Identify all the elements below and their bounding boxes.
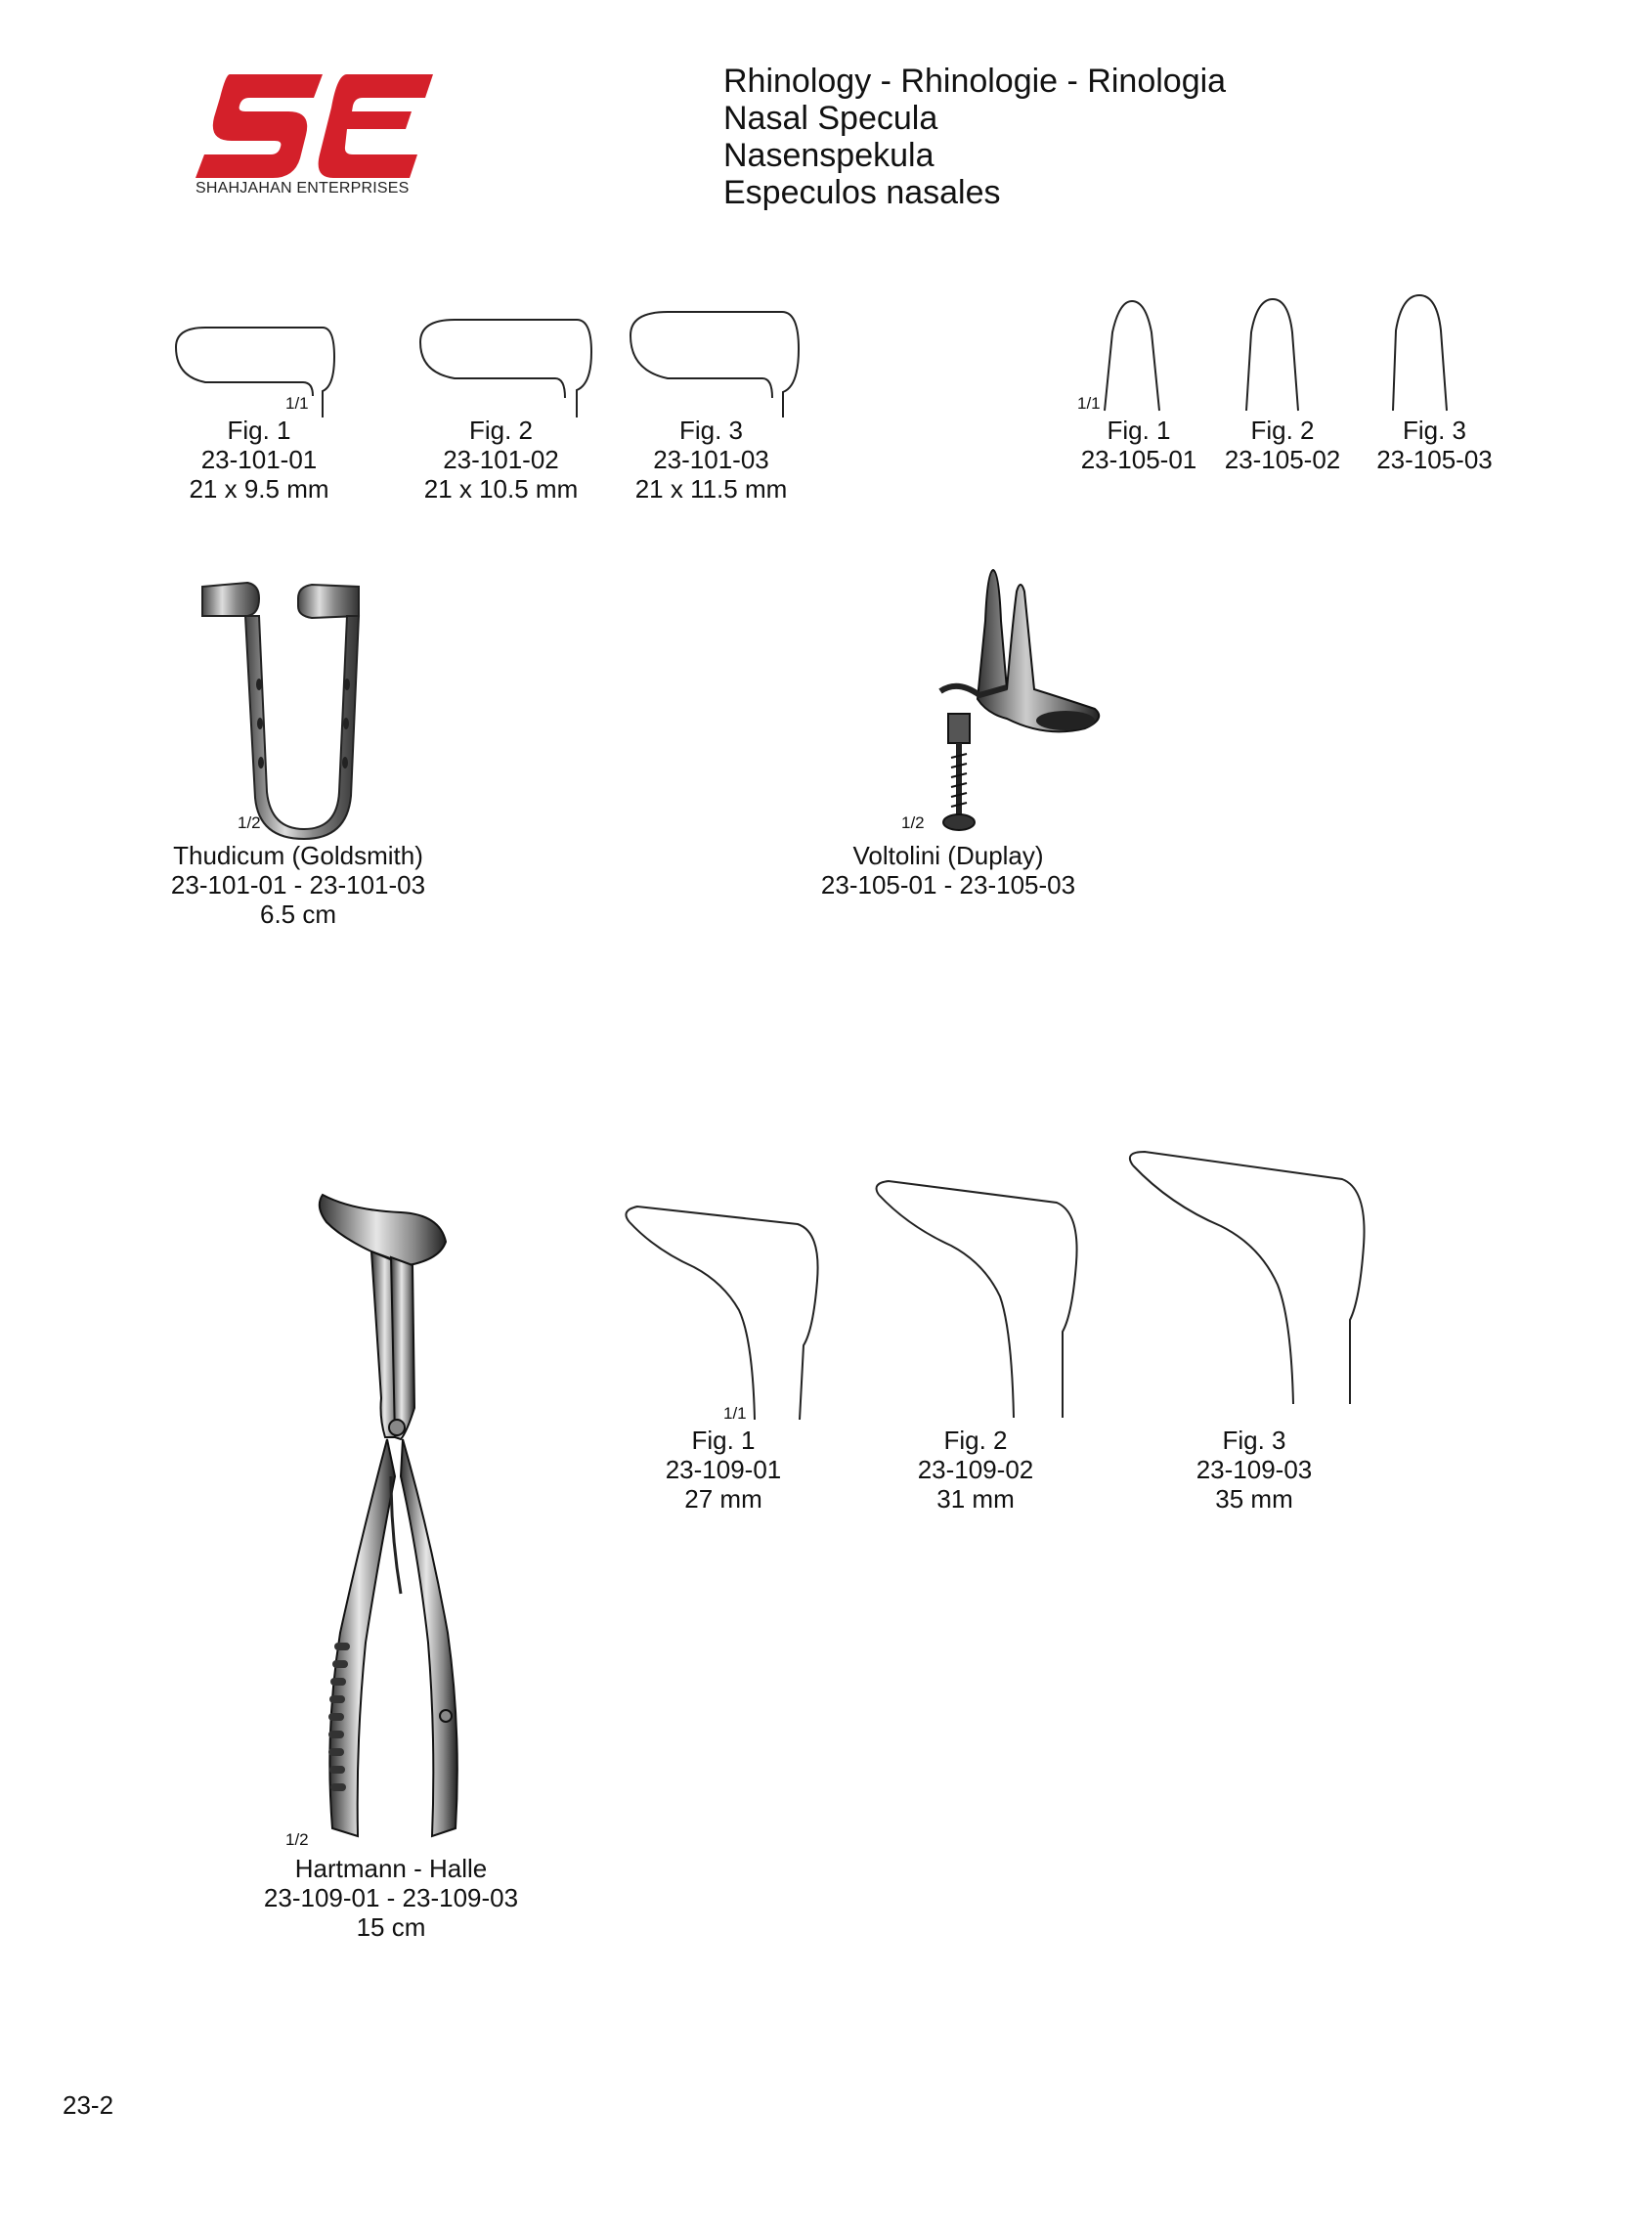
product-code: 23-109-02 <box>917 1455 1034 1484</box>
product-code-range: 23-109-01 - 23-109-03 <box>263 1883 519 1912</box>
scale-label: 1/2 <box>901 813 925 832</box>
fig-label: Fig. 2 <box>943 1426 1008 1455</box>
fig-label: Fig. 1 <box>227 416 291 445</box>
tip-caption <box>1070 416 1207 474</box>
tip-size: 21 x 9.5 mm <box>189 474 329 504</box>
tip-size: 35 mm <box>1215 1484 1293 1514</box>
tip-size: 21 x 11.5 mm <box>634 474 788 504</box>
instrument-caption <box>147 841 450 929</box>
tip-size: 21 x 10.5 mm <box>423 474 579 504</box>
product-code: 23-109-01 <box>665 1455 782 1484</box>
page-number: 23-2 <box>63 2090 114 2120</box>
product-code-range: 23-105-01 - 23-105-03 <box>820 870 1076 900</box>
tip-caption <box>411 416 591 504</box>
scale-label: 1/1 <box>723 1404 747 1423</box>
fig-label: Fig. 1 <box>691 1426 756 1455</box>
product-code: 23-101-01 <box>200 445 318 474</box>
scale-label: 1/1 <box>285 394 309 413</box>
product-code: 23-109-03 <box>1196 1455 1313 1484</box>
hartmann-tip-fig3 <box>1130 1152 1365 1404</box>
scale-label: 1/2 <box>285 1830 309 1849</box>
instrument-caption <box>802 841 1095 900</box>
voltolini-tip-fig2 <box>1246 299 1298 411</box>
page-title <box>723 63 1226 211</box>
tip-caption <box>645 1426 802 1514</box>
instrument-name: Voltolini (Duplay) <box>852 841 1044 870</box>
voltolini-tip-outlines <box>1095 293 1486 416</box>
thudicum-speculum-icon <box>191 577 386 841</box>
title-line: Nasenspekula <box>723 137 935 174</box>
instrument-size: 15 cm <box>356 1912 426 1942</box>
title-line: Especulos nasales <box>723 174 1001 211</box>
tip-caption <box>1176 1426 1332 1514</box>
fig-label: Fig. 2 <box>468 416 534 445</box>
title-line: Nasal Specula <box>723 100 938 137</box>
tip-size: 31 mm <box>936 1484 1015 1514</box>
voltolini-tip-fig1 <box>1105 301 1159 411</box>
tip-caption <box>897 1426 1054 1514</box>
voltolini-speculum-icon <box>919 562 1114 836</box>
voltolini-tip-fig3 <box>1393 295 1447 411</box>
instrument-name: Thudicum (Goldsmith) <box>173 841 423 870</box>
product-code: 23-101-03 <box>653 445 769 474</box>
fig-label: Fig. 1 <box>1107 416 1171 445</box>
scale-label: 1/1 <box>1077 394 1101 413</box>
fig-label: Fig. 3 <box>1402 416 1467 445</box>
tip-caption <box>1364 416 1505 474</box>
hartmann-speculum-icon <box>293 1183 489 1848</box>
thudicum-tip-outlines <box>166 308 802 420</box>
fig-label: Fig. 2 <box>1250 416 1315 445</box>
tip-caption <box>171 416 347 504</box>
fig-label: Fig. 3 <box>678 416 744 445</box>
scale-label: 1/2 <box>238 813 261 832</box>
hartmann-tip-fig1 <box>626 1207 817 1420</box>
product-code-range: 23-101-01 - 23-101-03 <box>170 870 426 900</box>
tip-caption <box>621 416 802 504</box>
instrument-caption <box>235 1854 547 1942</box>
hartmann-tip-fig2 <box>877 1181 1077 1418</box>
tip-size: 27 mm <box>684 1484 762 1514</box>
fig-label: Fig. 3 <box>1222 1426 1286 1455</box>
instrument-size: 6.5 cm <box>259 900 337 929</box>
thudicum-tip-fig3 <box>630 312 799 417</box>
product-code: 23-105-03 <box>1376 445 1493 474</box>
instrument-name: Hartmann - Halle <box>294 1854 488 1883</box>
product-code: 23-105-01 <box>1080 445 1197 474</box>
tip-caption <box>1214 416 1351 474</box>
thudicum-tip-fig2 <box>420 320 591 417</box>
company-name: SHAHJAHAN ENTERPRISES <box>196 180 410 197</box>
hartmann-tip-outlines <box>616 1163 1398 1437</box>
product-code: 23-105-02 <box>1224 445 1341 474</box>
product-code: 23-101-02 <box>443 445 559 474</box>
thudicum-tip-fig1 <box>176 328 334 417</box>
title-line: Rhinology - Rhinologie - Rinologia <box>723 63 1227 100</box>
